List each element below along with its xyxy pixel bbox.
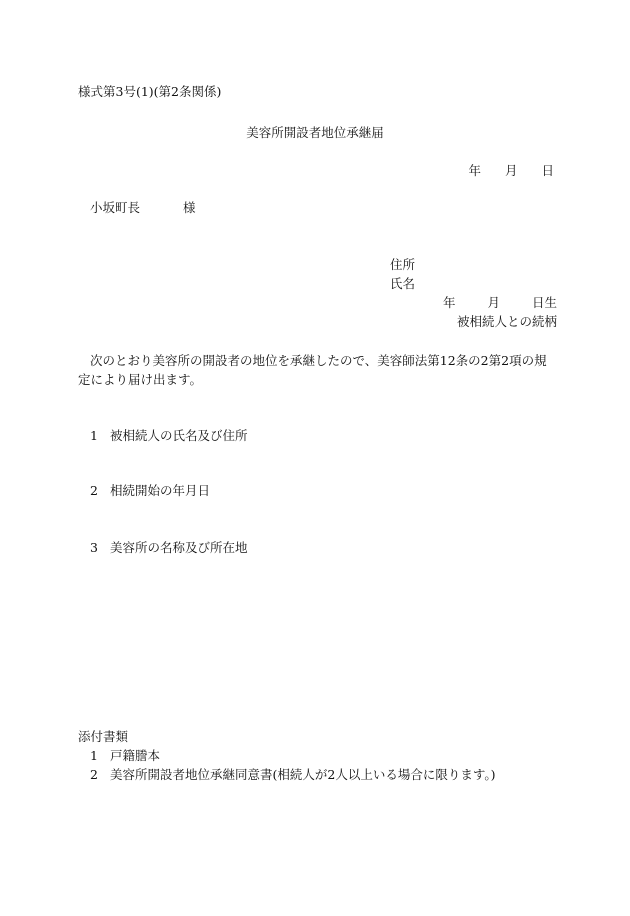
date-month-label: 月 xyxy=(504,163,518,178)
item-number: 2 xyxy=(90,483,98,498)
recipient-honorific: 様 xyxy=(183,200,196,215)
item-salon-name-location xyxy=(90,540,248,555)
form-number: 様式第3号(1)(第2条関係) xyxy=(78,84,222,99)
attachment-item-family-register xyxy=(90,748,160,763)
item-label: 相続開始の年月日 xyxy=(109,483,210,498)
birth-year-label: 年 xyxy=(443,295,456,310)
attachment-number: 2 xyxy=(90,767,98,782)
attachment-label: 美容所開設者地位承継同意書(相続人が2人以上いる場合に限ります。) xyxy=(109,767,496,782)
item-deceased-name-address xyxy=(90,428,248,443)
item-number: 3 xyxy=(90,540,98,555)
item-number: 1 xyxy=(90,428,98,443)
recipient-name: 小坂町長 xyxy=(90,200,141,215)
recipient-line xyxy=(90,200,196,215)
attachments-heading: 添付書類 xyxy=(78,729,129,744)
applicant-address-label: 住所 xyxy=(390,257,416,272)
date-year-label: 年 xyxy=(468,163,481,178)
birth-month-label: 月 xyxy=(487,295,501,310)
item-label: 美容所の名称及び所在地 xyxy=(109,540,248,555)
document-title: 美容所開設者地位承継届 xyxy=(246,125,384,140)
applicant-name-label: 氏名 xyxy=(390,276,416,291)
birth-day-label: 日生 xyxy=(531,295,557,310)
date-day-label: 日 xyxy=(541,163,554,178)
applicant-birth-date-line xyxy=(443,295,557,310)
item-inheritance-start-date xyxy=(90,483,210,498)
notification-body-text: 次のとおり美容所の開設者の地位を承継したので、美容師法第12条の2第2項の規定により届け出ます。 xyxy=(78,353,547,387)
item-label: 被相続人の氏名及び住所 xyxy=(109,428,248,443)
attachment-item-consent-form xyxy=(90,767,495,782)
relation-to-deceased-label: 被相続人との続柄 xyxy=(456,314,557,329)
submission-date-line xyxy=(468,163,554,178)
attachment-number: 1 xyxy=(90,748,98,763)
attachment-label: 戸籍謄本 xyxy=(109,748,160,763)
